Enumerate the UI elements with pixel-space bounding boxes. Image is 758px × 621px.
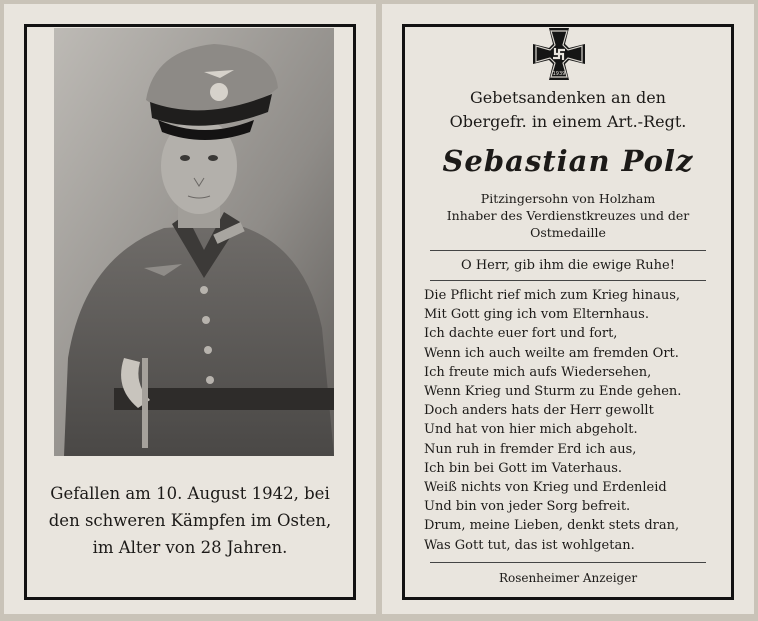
- death-notice-caption: [24, 480, 356, 561]
- divider: [430, 562, 706, 563]
- poem-line: Die Pflicht rief mich zum Krieg hinaus,: [424, 288, 681, 303]
- prayer-line: O Herr, gib ihm die ewige Ruhe!: [461, 258, 675, 273]
- memorial-poem: [424, 286, 681, 555]
- detail-line: Ostmedaille: [530, 225, 606, 240]
- divider: [430, 250, 706, 251]
- publisher-footer: Rosenheimer Anzeiger: [498, 571, 638, 585]
- deceased-details: [402, 190, 734, 241]
- divider: [430, 280, 706, 281]
- poem-line: Und bin von jeder Sorg befreit.: [424, 499, 631, 515]
- poem-line: Wenn ich auch weilte am fremden Ort.: [424, 345, 679, 361]
- caption-line: Gefallen am 10. August 1942, bei: [50, 484, 330, 503]
- poem-line: Weiß nichts von Krieg und Erdenleid: [424, 480, 667, 496]
- memorial-intro: [402, 86, 734, 134]
- left-card-panel: [4, 4, 376, 614]
- poem-line: Was Gott tut, das ist wohlgetan.: [424, 537, 635, 553]
- cross-year: 1939: [552, 71, 566, 77]
- poem-line: Ich freute mich aufs Wiedersehen,: [424, 364, 652, 380]
- deceased-name: Sebastian Polz: [442, 144, 694, 178]
- poem-line: Drum, meine Lieben, denkt stets dran,: [424, 518, 680, 534]
- intro-line: Obergefr. in einem Art.-Regt.: [449, 112, 687, 131]
- poem-line: Und hat von hier mich abgeholt.: [424, 422, 638, 438]
- poem-line: Doch anders hats der Herr gewollt: [424, 403, 654, 419]
- poem-line: Ich dachte euer fort und fort,: [424, 326, 618, 342]
- iron-cross-icon: [531, 26, 587, 82]
- right-card-panel: [382, 4, 754, 614]
- intro-line: Gebetsandenken an den: [470, 88, 666, 107]
- poem-line: Mit Gott ging ich vom Elternhaus.: [424, 307, 649, 323]
- caption-line: den schweren Kämpfen im Osten,: [48, 511, 332, 530]
- soldier-portrait-photo: [54, 28, 334, 456]
- detail-line: Inhaber des Verdienstkreuzes und der: [446, 208, 690, 223]
- portrait-illustration: [54, 28, 334, 456]
- caption-line: im Alter von 28 Jahren.: [92, 538, 288, 557]
- poem-line: Wenn Krieg und Sturm zu Ende gehen.: [424, 384, 682, 400]
- poem-line: Nun ruh in fremder Erd ich aus,: [424, 441, 637, 457]
- detail-line: Pitzingersohn von Holzham: [480, 191, 656, 206]
- poem-line: Ich bin bei Gott im Vaterhaus.: [424, 460, 622, 476]
